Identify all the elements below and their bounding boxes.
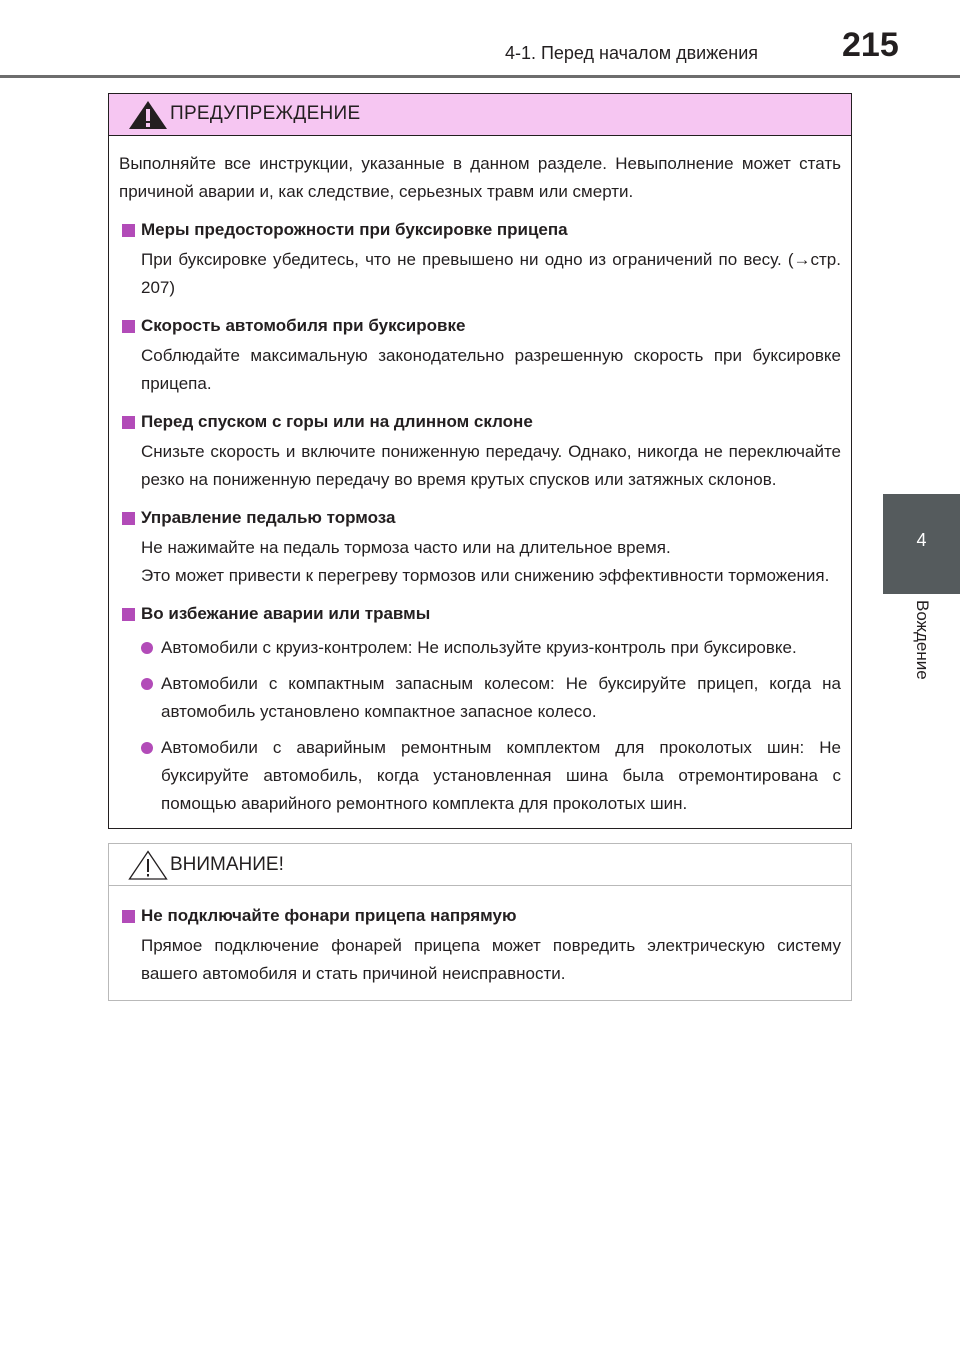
square-bullet-icon (122, 416, 135, 429)
caution-title: ВНИМАНИЕ! (170, 854, 284, 875)
chapter-tab (883, 494, 960, 594)
caution-body (109, 886, 851, 988)
section-title: 4-1. Перед началом движения (504, 43, 758, 63)
warning-title: ПРЕДУПРЕЖДЕНИЕ (170, 103, 361, 124)
round-bullet-icon (141, 678, 153, 690)
chapter-label: Вождение (913, 600, 932, 680)
subsection-text-line: Это может привести к перегреву тормозов или снижению эффективности торможения. (141, 566, 830, 585)
caution-header (109, 844, 851, 886)
square-bullet-icon (122, 512, 135, 525)
square-bullet-icon (122, 320, 135, 333)
warning-body (109, 136, 851, 818)
caution-heading: Не подключайте фонари прицепа напрямую (119, 904, 841, 928)
header-divider (0, 75, 960, 78)
bullet-item: Автомобили с круиз-контролем: Не используйте круиз-контроль при буксировке. (119, 634, 841, 662)
chapter-label-container (910, 600, 934, 700)
page-number: 215 (842, 26, 899, 64)
warning-box (108, 93, 852, 829)
subsection-heading: Во избежание аварии или травмы (119, 602, 841, 626)
subsection-text-line: Не нажимайте на педаль тормоза часто или на длительное время. (141, 538, 671, 557)
warning-triangle-icon (128, 100, 168, 130)
caution-text: Прямое подключение фонарей прицепа может повредить электрическую систему вашего автомобиля и стать причиной неисправности. (141, 936, 841, 983)
subsection-heading: Перед спуском с горы или на длинном склоне (119, 410, 841, 434)
caution-triangle-outline-icon (128, 850, 168, 880)
subsection-text: Соблюдайте максимальную законодательно разрешенную скорость при буксировке прицепа. (141, 346, 841, 393)
caution-box (108, 843, 852, 1001)
subsection-text: При буксировке убедитесь, что не превышено ни одно из ограничений по весу. (→стр. 207) (141, 250, 841, 297)
subsection-heading: Меры предосторожности при буксировке прицепа (119, 218, 841, 242)
chapter-number: 4 (916, 530, 927, 550)
square-bullet-icon (122, 910, 135, 923)
round-bullet-icon (141, 642, 153, 654)
warning-intro: Выполняйте все инструкции, указанные в данном разделе. Невыполнение может стать причиной аварии и, как следствие, серьезных травм или смерти. (119, 154, 841, 201)
round-bullet-icon (141, 742, 153, 754)
bullet-item: Автомобили с компактным запасным колесом: Не буксируйте прицеп, когда на автомобиль установлено компактное запасное колесо. (119, 670, 841, 726)
square-bullet-icon (122, 224, 135, 237)
bullet-item: Автомобили с аварийным ремонтным комплектом для проколотых шин: Не буксируйте автомобиль, когда установленная шина была отремонтирована с помощью аварийного ремонтного комплекта для проколотых шин. (119, 734, 841, 818)
square-bullet-icon (122, 608, 135, 621)
warning-header (109, 94, 851, 136)
subsection-heading: Управление педалью тормоза (119, 506, 841, 530)
subsection-heading: Скорость автомобиля при буксировке (119, 314, 841, 338)
subsection-text: Снизьте скорость и включите пониженную передачу. Однако, никогда не переключайте резко на пониженную передачу во время крутых спусков или затяжных склонов. (141, 442, 841, 489)
